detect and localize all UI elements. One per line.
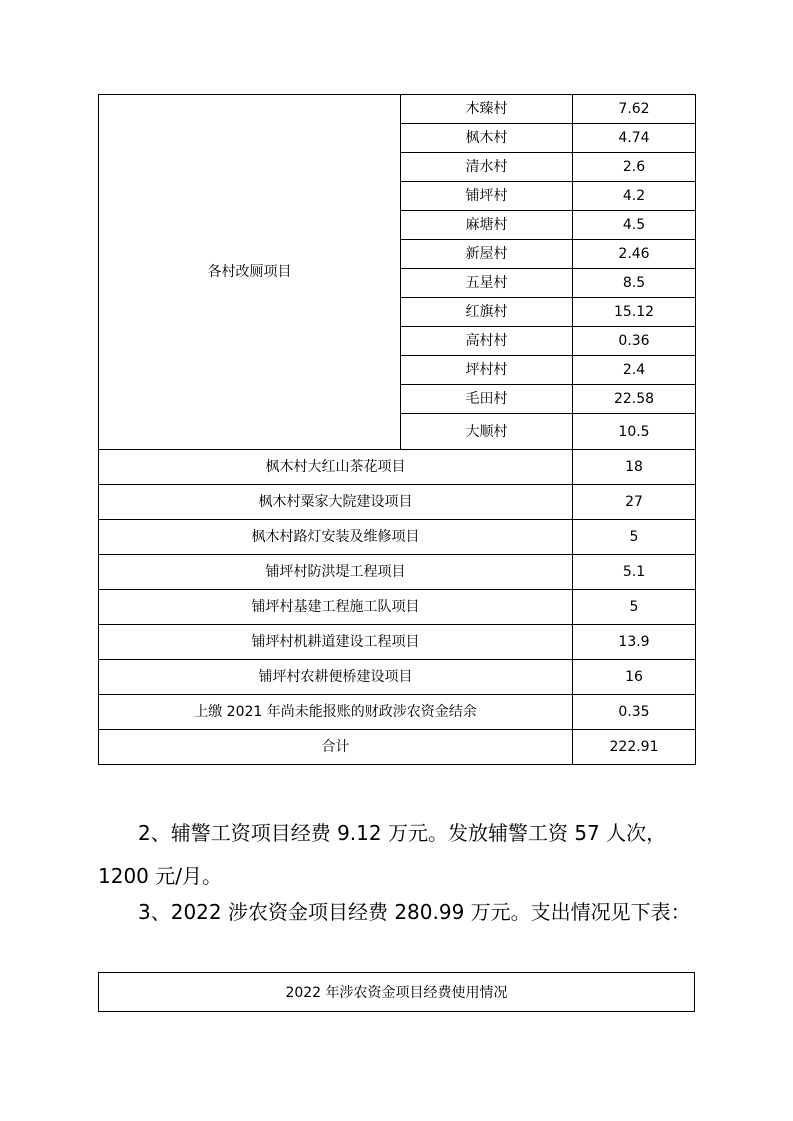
amount-cell: 5: [573, 520, 696, 555]
group-label-cell: 各村改厕项目: [99, 95, 401, 450]
village-name-cell: 坪村村: [401, 356, 573, 385]
project-name-cell: 铺坪村机耕道建设工程项目: [99, 625, 573, 660]
amount-cell: 4.74: [573, 124, 696, 153]
paragraph-agricultural-funds: 3、2022 涉农资金项目经费 280.99 万元。支出情况见下表：: [138, 900, 691, 924]
village-name-cell: 红旗村: [401, 298, 573, 327]
amount-cell: 27: [573, 485, 696, 520]
paragraph-auxiliary-police-salary: 2、辅警工资项目经费 9.12 万元。发放辅警工资 57 人次，1200 元/月。: [98, 821, 667, 888]
amount-cell: 13.9: [573, 625, 696, 660]
project-name-cell: 铺坪村防洪堤工程项目: [99, 555, 573, 590]
amount-cell: 2.6: [573, 153, 696, 182]
village-name-cell: 毛田村: [401, 385, 573, 414]
amount-cell: 10.5: [573, 414, 696, 450]
village-name-cell: 木臻村: [401, 95, 573, 124]
amount-cell: 5.1: [573, 555, 696, 590]
table-row: [99, 485, 696, 520]
table-row: [99, 660, 696, 695]
table-row: [99, 730, 696, 765]
project-name-cell: 枫木村粟家大院建设项目: [99, 485, 573, 520]
table-row: [99, 520, 696, 555]
amount-cell: 22.58: [573, 385, 696, 414]
project-name-cell: 铺坪村农耕便桥建设项目: [99, 660, 573, 695]
next-table-title: 2022 年涉农资金项目经费使用情况: [98, 972, 695, 1012]
amount-cell: 0.36: [573, 327, 696, 356]
table-row: [99, 450, 696, 485]
project-name-cell: 枫木村路灯安装及维修项目: [99, 520, 573, 555]
village-name-cell: 大顺村: [401, 414, 573, 450]
amount-cell: 2.46: [573, 240, 696, 269]
expenditure-table: [98, 94, 696, 765]
village-name-cell: 清水村: [401, 153, 573, 182]
village-name-cell: 铺坪村: [401, 182, 573, 211]
total-label-cell: 合计: [99, 730, 573, 765]
amount-cell: 18: [573, 450, 696, 485]
village-name-cell: 枫木村: [401, 124, 573, 153]
total-amount-cell: 222.91: [573, 730, 696, 765]
project-name-cell: 上缴 2021 年尚未能报账的财政涉农资金结余: [99, 695, 573, 730]
amount-cell: 4.5: [573, 211, 696, 240]
amount-cell: 8.5: [573, 269, 696, 298]
project-name-cell: 铺坪村基建工程施工队项目: [99, 590, 573, 625]
amount-cell: 2.4: [573, 356, 696, 385]
table-row: [99, 590, 696, 625]
table-row: [99, 695, 696, 730]
village-name-cell: 高村村: [401, 327, 573, 356]
table-row: [99, 555, 696, 590]
amount-cell: 5: [573, 590, 696, 625]
project-name-cell: 枫木村大红山茶花项目: [99, 450, 573, 485]
amount-cell: 16: [573, 660, 696, 695]
table-row: [99, 95, 696, 124]
village-name-cell: 五星村: [401, 269, 573, 298]
village-name-cell: 麻塘村: [401, 211, 573, 240]
amount-cell: 15.12: [573, 298, 696, 327]
amount-cell: 7.62: [573, 95, 696, 124]
village-name-cell: 新屋村: [401, 240, 573, 269]
amount-cell: 4.2: [573, 182, 696, 211]
amount-cell: 0.35: [573, 695, 696, 730]
table-row: [99, 625, 696, 660]
